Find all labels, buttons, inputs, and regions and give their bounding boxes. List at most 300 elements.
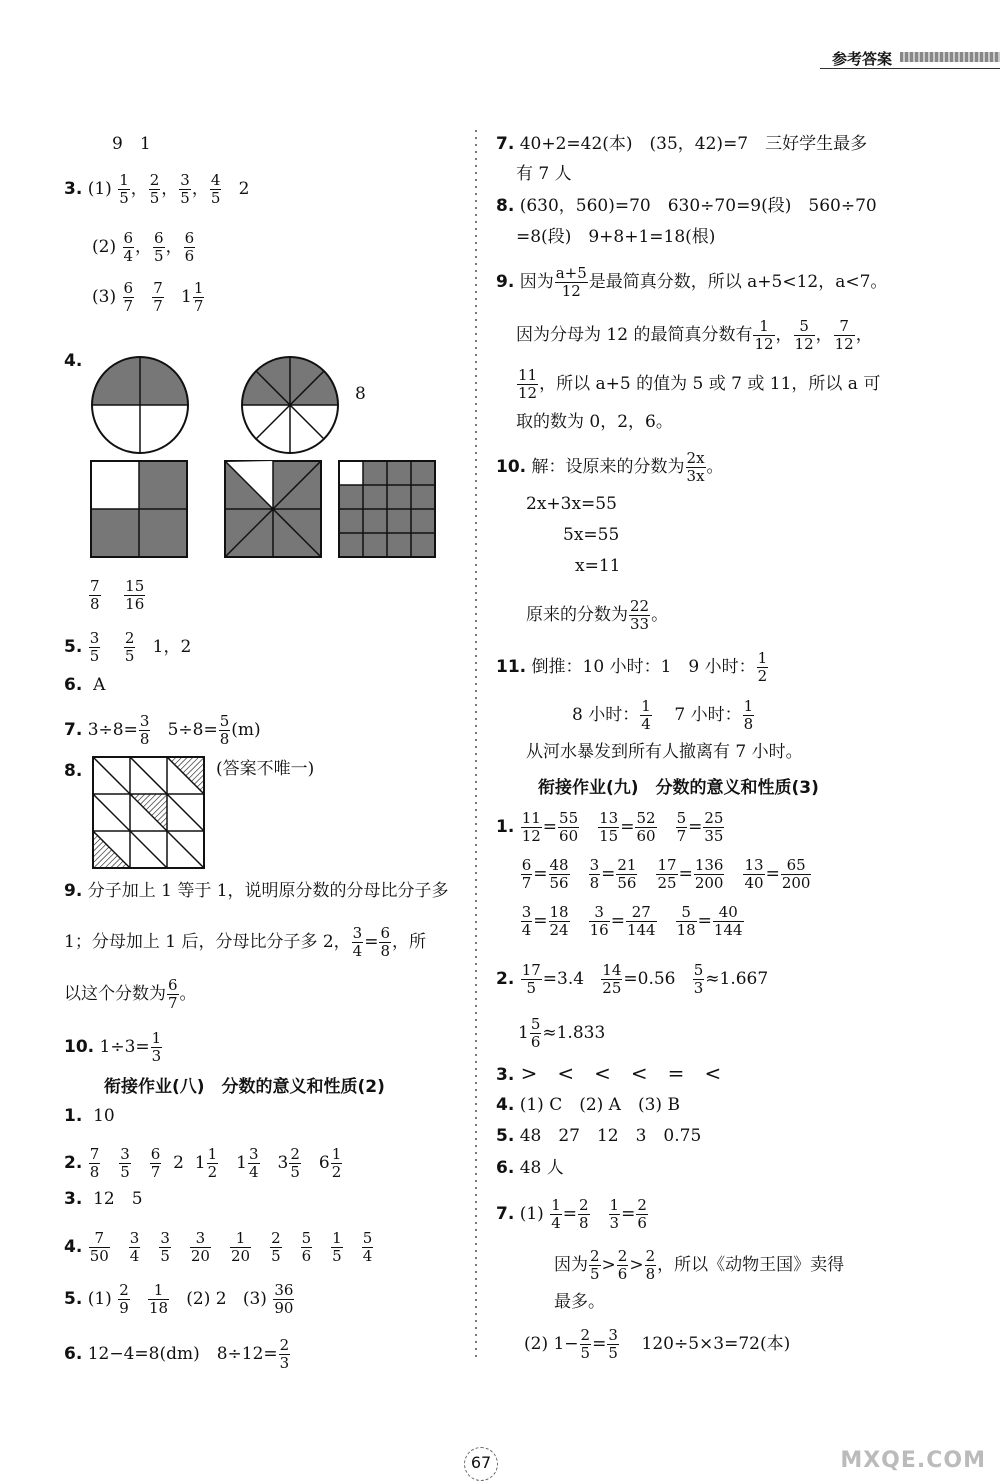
fraction bbox=[703, 810, 724, 845]
t7-line4: (2) 1− $\frac{2}{5}$ = $\frac{3}{5}$ 120÷5×3=72(本) bbox=[524, 1326, 791, 1362]
fraction bbox=[685, 449, 707, 485]
q3-line3 bbox=[92, 280, 205, 315]
q8-note: (答案不唯一) bbox=[216, 759, 315, 779]
fraction bbox=[656, 857, 677, 892]
r7-line1 bbox=[496, 133, 867, 155]
fraction bbox=[129, 1230, 141, 1265]
denominator: 18 bbox=[148, 1299, 169, 1317]
numerator: 1 bbox=[641, 697, 651, 715]
denominator: 4 bbox=[352, 942, 363, 960]
denominator: 15 bbox=[599, 827, 619, 845]
numerator: 6 bbox=[154, 229, 164, 247]
fraction bbox=[352, 925, 364, 960]
fraction bbox=[521, 962, 542, 997]
numerator: 7 bbox=[90, 577, 100, 595]
answer-text: 。 bbox=[179, 984, 197, 1004]
numerator: 17 bbox=[657, 856, 677, 874]
denominator: 2 bbox=[331, 1163, 342, 1181]
q9-line3 bbox=[64, 977, 197, 1012]
numerator: 7 bbox=[834, 318, 855, 336]
comparison-chain: $\frac{2}{5}$ > $\frac{2}{6}$ > $\frac{2}{8}$ bbox=[590, 1247, 656, 1283]
fraction bbox=[549, 904, 570, 939]
decimal-value: =3.4 bbox=[542, 969, 585, 989]
q6-line bbox=[64, 674, 105, 696]
r10-eq2: 5x=55 bbox=[563, 525, 620, 545]
numerator: 5 bbox=[676, 809, 687, 827]
r10-line1 bbox=[496, 450, 724, 485]
fraction bbox=[192, 279, 206, 315]
denominator: 5 bbox=[149, 189, 160, 207]
numerator: 36 bbox=[274, 1281, 294, 1299]
fraction bbox=[529, 1015, 543, 1051]
denominator: 20 bbox=[230, 1247, 251, 1265]
fraction bbox=[159, 1230, 171, 1265]
s1-line bbox=[64, 1105, 115, 1127]
fraction bbox=[289, 1146, 301, 1181]
t6-line bbox=[496, 1157, 564, 1179]
s6-line bbox=[64, 1337, 291, 1372]
equivalent-fraction-rows bbox=[520, 810, 813, 951]
numerator: 13 bbox=[599, 809, 619, 827]
denominator: 25 bbox=[657, 874, 677, 892]
numerator: 52 bbox=[636, 809, 656, 827]
numerator: 3 bbox=[249, 1145, 259, 1163]
numerator: 7 bbox=[89, 1145, 100, 1163]
denominator: 6 bbox=[301, 1247, 312, 1265]
s3-line bbox=[64, 1188, 143, 1210]
denominator: 8 bbox=[219, 730, 230, 748]
denominator: 5 bbox=[526, 979, 537, 997]
answer-text: 分子加上 1 等于 1，说明原分数的分母比分子多 bbox=[87, 881, 449, 901]
part-label: (2) bbox=[92, 237, 117, 257]
fraction bbox=[580, 1327, 592, 1362]
page-number: 67 bbox=[458, 1446, 504, 1480]
t4-line bbox=[496, 1094, 680, 1116]
numerator: 2x bbox=[686, 449, 705, 467]
fraction bbox=[89, 1230, 110, 1265]
q-number: 10. bbox=[64, 1037, 95, 1057]
denominator: 50 bbox=[89, 1247, 109, 1265]
r9-line4: 取的数为 0，2，6。 bbox=[516, 412, 673, 432]
numerator: 2 bbox=[149, 171, 160, 189]
fraction bbox=[301, 1230, 313, 1265]
denominator: 144 bbox=[626, 921, 656, 939]
fraction bbox=[607, 1327, 619, 1362]
denominator: 7 bbox=[521, 874, 532, 892]
decimal-value: =0.56 bbox=[623, 969, 676, 989]
q10-line bbox=[64, 1030, 163, 1065]
denominator: 24 bbox=[549, 921, 569, 939]
numerator: 14 bbox=[602, 961, 622, 979]
r8-line1 bbox=[496, 195, 877, 217]
fraction bbox=[601, 962, 622, 997]
part-label: (1) bbox=[87, 179, 112, 199]
header-rule bbox=[820, 68, 1000, 69]
numerator: 6 bbox=[123, 279, 134, 297]
q3-line1 bbox=[64, 172, 249, 207]
answer-value: 12 5 bbox=[93, 1189, 143, 1209]
q4-eight: 8 bbox=[355, 384, 366, 404]
numerator: 6 bbox=[168, 976, 178, 994]
fraction bbox=[834, 318, 855, 353]
fraction bbox=[589, 1248, 601, 1283]
denominator: 6 bbox=[530, 1033, 541, 1051]
answer-text: 因为 bbox=[519, 272, 554, 292]
numerator: 2 bbox=[271, 1229, 281, 1247]
fraction bbox=[645, 1248, 657, 1283]
answer-text: ，所以《动物王国》卖得 bbox=[657, 1255, 845, 1275]
numerator: 1 bbox=[151, 1029, 162, 1047]
denominator: 200 bbox=[781, 874, 811, 892]
numerator: 1 bbox=[757, 649, 768, 667]
mixed-number: 6 $\frac{1}{2}$ bbox=[318, 1145, 342, 1181]
fraction-list bbox=[88, 1229, 375, 1265]
circle-quarters-figure bbox=[90, 355, 190, 455]
answer-text: 40+2=42(本) (35，42)=7 三好学生最多 bbox=[519, 134, 868, 154]
denominator: 8 bbox=[380, 942, 391, 960]
denominator: 6 bbox=[637, 1214, 647, 1232]
numerator: 5 bbox=[794, 318, 815, 336]
t7-line2 bbox=[554, 1248, 844, 1283]
denominator: 3 bbox=[279, 1354, 290, 1372]
denominator: 35 bbox=[704, 827, 724, 845]
answer-text: 。 bbox=[706, 457, 724, 477]
fraction bbox=[193, 280, 205, 315]
denominator: 8 bbox=[743, 715, 754, 733]
denominator: 7 bbox=[123, 297, 134, 315]
numerator: 2 bbox=[645, 1247, 656, 1265]
fraction-equation-row: $\frac{3}{4}$ = $\frac{18}{24}$ $\frac{3}{16}$ = $\frac{27}{144}$ $\frac{5}{18}$ = $\frac{40}{144}$ bbox=[521, 903, 743, 939]
numerator: 6 bbox=[123, 229, 134, 247]
numerator: 1 bbox=[551, 1196, 561, 1214]
denominator: 2 bbox=[757, 667, 768, 685]
denominator: 200 bbox=[694, 874, 724, 892]
denominator: 3 bbox=[609, 1214, 620, 1232]
denominator: 18 bbox=[676, 921, 696, 939]
fraction bbox=[626, 904, 657, 939]
denominator: 5 bbox=[580, 1344, 591, 1362]
q-number: 7. bbox=[496, 134, 515, 154]
q-number: 6. bbox=[64, 675, 83, 695]
fraction bbox=[694, 857, 725, 892]
answer-value: 1，2 bbox=[152, 637, 192, 657]
numerator: 2 bbox=[119, 1281, 129, 1299]
mixed-number: 1 $\frac{3}{4}$ bbox=[236, 1145, 259, 1181]
expression: (2) 1− bbox=[524, 1334, 579, 1354]
numerator: 6 bbox=[521, 856, 532, 874]
fraction bbox=[123, 577, 146, 613]
watermark: MXQE.COM bbox=[840, 1448, 986, 1473]
fraction-list: $\frac{1}{12}$ ， $\frac{5}{12}$ ， $\frac{7}{12}$ bbox=[754, 317, 854, 353]
fraction bbox=[270, 1230, 282, 1265]
denominator: 60 bbox=[636, 827, 656, 845]
r11-line3: 从河水暴发到所有人撤离有 7 小时。 bbox=[526, 742, 803, 762]
answer-text: (630，560)=70 630÷70=9(段) 560÷70 bbox=[519, 196, 877, 216]
denominator: 16 bbox=[589, 921, 609, 939]
fraction bbox=[520, 961, 543, 997]
fraction bbox=[606, 1326, 620, 1362]
mixed-number: 1 $\frac{1}{2}$ bbox=[194, 1145, 218, 1181]
fraction bbox=[794, 318, 815, 353]
numerator: 3 bbox=[139, 712, 150, 730]
denominator: 12 bbox=[754, 335, 774, 353]
denominator: 3 bbox=[693, 979, 704, 997]
fraction bbox=[598, 810, 619, 845]
denominator: 5 bbox=[210, 189, 221, 207]
denominator: 90 bbox=[274, 1299, 294, 1317]
triangle-grid-figure bbox=[92, 756, 206, 870]
fraction bbox=[600, 961, 623, 997]
q5-line bbox=[64, 630, 191, 665]
denominator: 4 bbox=[521, 921, 532, 939]
q9-line1 bbox=[64, 880, 449, 902]
q3-line2 bbox=[92, 230, 196, 265]
square-quarters-figure bbox=[90, 460, 188, 558]
numerator: 1 bbox=[207, 1145, 218, 1163]
part-label: (1) bbox=[519, 1204, 544, 1224]
numerator: 2 bbox=[124, 629, 135, 647]
fraction bbox=[166, 976, 180, 1012]
answer-text: 1；分母加上 1 后，分母比分子多 2， bbox=[64, 932, 351, 952]
circle-eighths-figure bbox=[240, 355, 340, 455]
column-divider bbox=[471, 130, 481, 1360]
q-number: 3. bbox=[64, 1189, 83, 1209]
numerator: 3 bbox=[589, 904, 610, 922]
q-number: 4. bbox=[64, 351, 83, 371]
q-number: 4. bbox=[64, 1237, 83, 1257]
t1-block bbox=[496, 810, 812, 951]
denominator: 6 bbox=[617, 1265, 628, 1283]
fraction bbox=[152, 280, 164, 315]
numerator: 2 bbox=[637, 1196, 647, 1214]
denominator: 56 bbox=[617, 874, 637, 892]
denominator: 4 bbox=[249, 1163, 259, 1181]
numerator: 11 bbox=[521, 809, 541, 827]
numerator: 1 bbox=[193, 279, 204, 297]
fraction bbox=[693, 962, 705, 997]
fraction bbox=[742, 697, 756, 733]
fraction bbox=[589, 904, 610, 939]
numerator: 7 bbox=[153, 279, 163, 297]
denominator: 8 bbox=[589, 874, 600, 892]
denominator: 8 bbox=[90, 595, 100, 613]
fraction bbox=[150, 1146, 162, 1181]
fraction bbox=[148, 1282, 169, 1317]
mixed-number: 3 $\frac{2}{5}$ bbox=[277, 1145, 300, 1181]
numerator: 3 bbox=[352, 924, 363, 942]
fraction bbox=[279, 1337, 291, 1372]
q-number: 2. bbox=[496, 969, 515, 989]
fraction bbox=[331, 1230, 343, 1265]
numerator: 1 bbox=[332, 1229, 342, 1247]
numerator: 3 bbox=[521, 903, 532, 921]
fraction-equation-row: $\frac{11}{12}$ = $\frac{55}{60}$ $\frac{13}{15}$ = $\frac{52}{60}$ $\frac{5}{7}$ = $\frac{25}{35}$ bbox=[521, 809, 724, 845]
fraction bbox=[179, 172, 191, 207]
numerator: 22 bbox=[630, 597, 650, 615]
header-decoration bbox=[900, 52, 1000, 62]
answer-value: (1) C (2) A (3) B bbox=[519, 1095, 680, 1115]
numerator: 7 bbox=[89, 1230, 110, 1248]
fraction bbox=[516, 366, 539, 402]
t2-line2 bbox=[518, 1016, 605, 1051]
r8-line2: =8(段) 9+8+1=18(根) bbox=[516, 227, 716, 247]
r11-line2 bbox=[572, 698, 755, 733]
fraction bbox=[379, 925, 391, 960]
fraction bbox=[550, 1197, 562, 1232]
q-number: 10. bbox=[496, 457, 527, 477]
denominator: 144 bbox=[713, 921, 743, 939]
numerator: 1 bbox=[743, 697, 754, 715]
q-number: 1. bbox=[64, 1106, 83, 1126]
q7-line bbox=[64, 713, 261, 748]
numerator: 2 bbox=[279, 1336, 290, 1354]
part-label: (3) bbox=[242, 1289, 267, 1309]
section-heading-9: 衔接作业(九) 分数的意义和性质(3) bbox=[538, 778, 819, 798]
fraction bbox=[554, 264, 589, 300]
denominator: 7 bbox=[153, 297, 163, 315]
denominator: 7 bbox=[168, 994, 178, 1012]
numerator: 5 bbox=[362, 1229, 373, 1247]
denominator: 9 bbox=[119, 1299, 129, 1317]
fraction bbox=[692, 961, 706, 997]
answer-text: 因为分母为 12 的最简真分数有 bbox=[516, 325, 753, 345]
numerator: 6 bbox=[150, 1145, 161, 1163]
whole-number: 1 bbox=[181, 287, 192, 307]
fraction bbox=[89, 630, 101, 665]
t5-line bbox=[496, 1125, 701, 1147]
expression: 3÷8= bbox=[87, 720, 138, 740]
denominator: 5 bbox=[590, 1265, 600, 1283]
numerator: 1 bbox=[331, 1145, 342, 1163]
q-number: 8. bbox=[496, 196, 515, 216]
denominator: 5 bbox=[180, 189, 190, 207]
fraction bbox=[89, 578, 101, 613]
q-number: 5. bbox=[64, 637, 83, 657]
q-number: 9. bbox=[64, 881, 83, 901]
fraction bbox=[123, 280, 135, 315]
q-number: 6. bbox=[64, 1344, 83, 1364]
fraction bbox=[88, 629, 102, 665]
denominator: 5 bbox=[332, 1247, 342, 1265]
fraction bbox=[517, 367, 538, 402]
fraction bbox=[219, 713, 231, 748]
denominator: 5 bbox=[608, 1344, 618, 1362]
fraction bbox=[124, 630, 136, 665]
fraction-list: $\frac{6}{4}$ ， $\frac{6}{5}$ ， $\frac{6}{6}$ bbox=[123, 229, 195, 265]
numerator: 3 bbox=[89, 629, 100, 647]
denominator: 12 bbox=[794, 335, 814, 353]
numerator: 1 bbox=[230, 1230, 251, 1248]
fraction bbox=[589, 857, 601, 892]
numerator: 5 bbox=[530, 1015, 541, 1033]
whole-number: 2 bbox=[173, 1153, 184, 1173]
denominator: 5 bbox=[119, 189, 129, 207]
fraction bbox=[640, 698, 652, 733]
numerator: 65 bbox=[781, 857, 812, 875]
fraction bbox=[331, 1146, 343, 1181]
fraction bbox=[218, 712, 232, 748]
numerator: 1 bbox=[148, 1282, 169, 1300]
answer-text: 。 bbox=[651, 605, 669, 625]
denominator: 33 bbox=[630, 615, 650, 633]
numerator: 136 bbox=[694, 856, 724, 874]
denominator: 8 bbox=[89, 1163, 100, 1181]
fraction bbox=[579, 1326, 593, 1362]
fraction bbox=[686, 450, 706, 485]
t7-line3: 最多。 bbox=[554, 1292, 605, 1312]
q-number: 9. bbox=[496, 272, 515, 292]
mixed-number-list bbox=[194, 1145, 344, 1181]
denominator: 4 bbox=[129, 1247, 140, 1265]
fraction-list bbox=[88, 1145, 163, 1181]
fraction bbox=[616, 857, 637, 892]
fraction bbox=[378, 924, 392, 960]
answer-value: 2 bbox=[238, 179, 250, 199]
fraction bbox=[230, 1230, 251, 1265]
numerator: 48 bbox=[549, 856, 569, 874]
fraction bbox=[123, 629, 137, 665]
fraction bbox=[558, 810, 579, 845]
answer-value: 10 bbox=[93, 1106, 115, 1126]
expression: 5÷8= bbox=[167, 720, 218, 740]
unit: (m) bbox=[231, 720, 261, 740]
fraction bbox=[278, 1336, 292, 1372]
fraction bbox=[530, 1016, 542, 1051]
numerator: 3 bbox=[180, 171, 190, 189]
expression: 1÷3= bbox=[99, 1037, 150, 1057]
denominator: 5 bbox=[124, 647, 135, 665]
r9-line2: 因为分母为 12 的最简真分数有 $\frac{1}{12}$ ， $\frac{5}{12}$ ， $\frac{7}{12}$ ， bbox=[516, 317, 873, 353]
fraction bbox=[273, 1282, 294, 1317]
denominator: 5 bbox=[89, 647, 100, 665]
fraction bbox=[743, 857, 764, 892]
numerator: 5 bbox=[301, 1229, 312, 1247]
denominator: 12 bbox=[561, 282, 581, 300]
fraction bbox=[629, 598, 650, 633]
numerator: 3 bbox=[129, 1229, 140, 1247]
numerator: 1 bbox=[119, 171, 129, 189]
denominator: 5 bbox=[120, 1163, 130, 1181]
numerator: 21 bbox=[617, 856, 637, 874]
fraction bbox=[272, 1281, 295, 1317]
denominator: 3 bbox=[151, 1047, 162, 1065]
q-number: 7. bbox=[496, 1204, 515, 1224]
fraction bbox=[521, 904, 533, 939]
part-label: (1) bbox=[87, 1289, 112, 1309]
numerator: 11 bbox=[518, 366, 538, 384]
fraction bbox=[753, 318, 774, 353]
numerator: 5 bbox=[219, 712, 230, 730]
r7-line2: 有 7 人 bbox=[516, 164, 572, 184]
denominator: 4 bbox=[641, 715, 651, 733]
denominator: 25 bbox=[602, 979, 622, 997]
answer-text: ，所以 a+5 的值为 5 或 7 或 11，所以 a 可 bbox=[539, 374, 881, 394]
numerator: 40 bbox=[713, 904, 744, 922]
q4-answers bbox=[88, 578, 146, 613]
fraction bbox=[521, 810, 542, 845]
denominator: 12 bbox=[518, 384, 538, 402]
q-number: 2. bbox=[64, 1153, 83, 1173]
numerator: 25 bbox=[704, 809, 724, 827]
denominator: 2 bbox=[207, 1163, 218, 1181]
fraction bbox=[118, 172, 130, 207]
numerator: 2 bbox=[590, 1247, 600, 1265]
fraction bbox=[578, 1197, 590, 1232]
denominator: 8 bbox=[139, 730, 150, 748]
denominator: 40 bbox=[744, 874, 764, 892]
numerator: 4 bbox=[210, 171, 221, 189]
answer-text: 倒推：10 小时：1 9 小时： bbox=[531, 657, 756, 677]
